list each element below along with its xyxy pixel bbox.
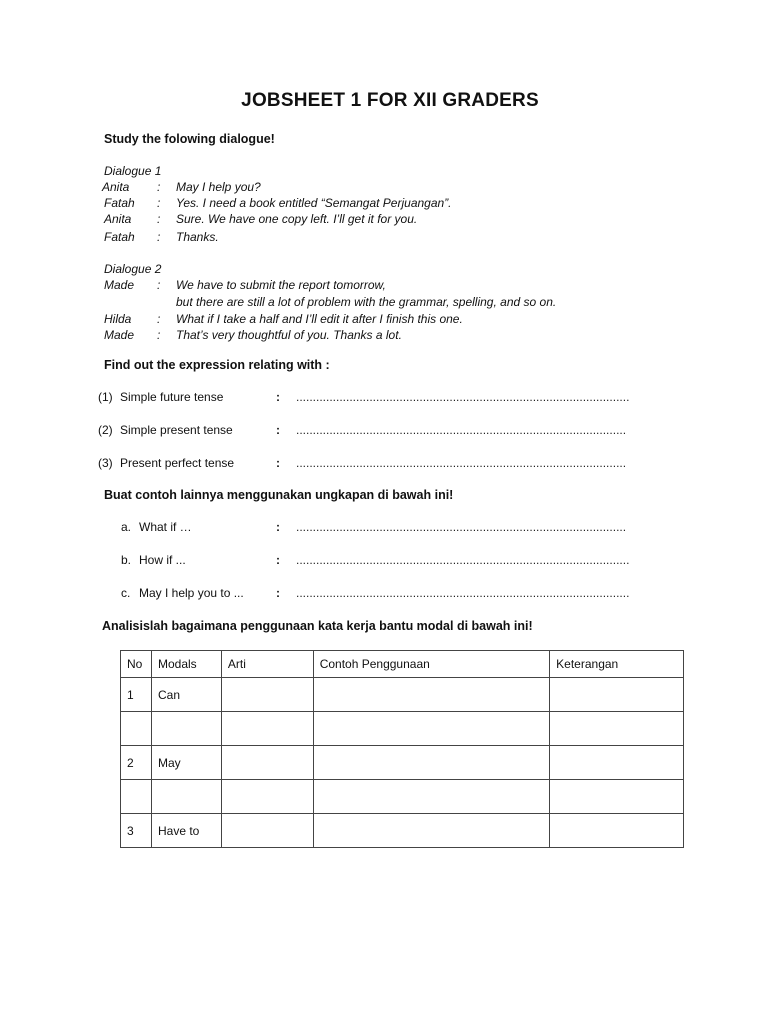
row5-contoh-cell[interactable] xyxy=(313,814,549,848)
row1-contoh-cell[interactable] xyxy=(313,678,549,712)
row2-contoh-cell[interactable] xyxy=(313,712,549,746)
dialogue1-line3-sep: : xyxy=(157,212,161,226)
modals-table xyxy=(120,650,684,848)
section3-item-b-sep: : xyxy=(276,553,280,567)
table-header-row xyxy=(121,651,684,678)
row4-keterangan-cell[interactable] xyxy=(550,780,684,814)
dialogue1-line4-speaker: Fatah xyxy=(104,230,135,244)
section2-item3-num: (3) xyxy=(98,456,113,470)
row2-arti-cell[interactable] xyxy=(221,712,313,746)
section3-heading: Buat contoh lainnya menggunakan ungkapan di bawah ini! xyxy=(104,488,454,502)
row5-modal: Have to xyxy=(151,814,221,848)
dialogue1-heading: Dialogue 1 xyxy=(104,164,162,178)
dialogue1-line1-text: May I help you? xyxy=(176,180,261,194)
dialogue1-line1-sep: : xyxy=(157,180,161,194)
dialogue2-line2-text: but there are still a lot of problem with the grammar, spelling, and so on. xyxy=(176,295,557,309)
dialogue2-line4-text: That’s very thoughtful of you. Thanks a lot. xyxy=(176,328,402,342)
section3-item-c-num: c. xyxy=(121,586,131,600)
row4-arti-cell[interactable] xyxy=(221,780,313,814)
dialogue2-line1-speaker: Made xyxy=(104,278,135,292)
row4-no xyxy=(121,780,152,814)
header-no: No xyxy=(121,651,152,678)
row5-no: 3 xyxy=(121,814,152,848)
header-keterangan: Keterangan xyxy=(550,651,684,678)
row4-modal xyxy=(151,780,221,814)
dialogue2-line1-sep: : xyxy=(157,278,161,292)
row3-contoh-cell[interactable] xyxy=(313,746,549,780)
dialogue1-line2-speaker: Fatah xyxy=(104,196,135,210)
header-modals: Modals xyxy=(151,651,221,678)
dialogue2-line1-text: We have to submit the report tomorrow, xyxy=(176,278,386,292)
dialogue1-line3-text: Sure. We have one copy left. I’ll get it for you. xyxy=(176,212,418,226)
section3-item-c-label: May I help you to ... xyxy=(139,586,244,600)
section3-item-a-answer-line[interactable]: ................................................................................................... xyxy=(296,520,627,534)
row3-modal: May xyxy=(151,746,221,780)
dialogue2-line4-sep: : xyxy=(157,328,161,342)
section2-item3-answer-line[interactable]: ................................................................................................... xyxy=(296,456,627,470)
dialogue2-line3-sep: : xyxy=(157,312,161,326)
table-row xyxy=(121,746,684,780)
row2-modal xyxy=(151,712,221,746)
dialogue2-line4-speaker: Made xyxy=(104,328,135,342)
row1-no: 1 xyxy=(121,678,152,712)
instruction-study-dialogue: Study the folowing dialogue! xyxy=(104,132,275,146)
table-row xyxy=(121,780,684,814)
table-row xyxy=(121,678,684,712)
row3-keterangan-cell[interactable] xyxy=(550,746,684,780)
dialogue1-line1-speaker: Anita xyxy=(102,180,130,194)
row2-keterangan-cell[interactable] xyxy=(550,712,684,746)
section2-item1-sep: : xyxy=(276,390,280,404)
section3-item-b-num: b. xyxy=(121,553,132,567)
header-arti: Arti xyxy=(221,651,313,678)
dialogue2-line3-speaker: Hilda xyxy=(104,312,132,326)
header-contoh-penggunaan: Contoh Penggunaan xyxy=(313,651,549,678)
row3-arti-cell[interactable] xyxy=(221,746,313,780)
section3-item-a-sep: : xyxy=(276,520,280,534)
section4-heading: Analisislah bagaimana penggunaan kata kerja bantu modal di bawah ini! xyxy=(102,619,533,633)
section2-item2-num: (2) xyxy=(98,423,113,437)
row5-arti-cell[interactable] xyxy=(221,814,313,848)
dialogue1-line4-sep: : xyxy=(157,230,161,244)
section3-item-c-answer-line[interactable]: .................................................................................................... xyxy=(296,586,630,600)
section2-item2-sep: : xyxy=(276,423,280,437)
row5-keterangan-cell[interactable] xyxy=(550,814,684,848)
table-row xyxy=(121,814,684,848)
table-row xyxy=(121,712,684,746)
section2-item3-label: Present perfect tense xyxy=(120,456,235,470)
section3-item-b-answer-line[interactable]: .................................................................................................... xyxy=(296,553,630,567)
row2-no xyxy=(121,712,152,746)
dialogue1-line2-sep: : xyxy=(157,196,161,210)
dialogue1-line2-text: Yes. I need a book entitled “Semangat Perjuangan”. xyxy=(176,196,452,210)
dialogue2-heading: Dialogue 2 xyxy=(104,262,162,276)
section3-item-c-sep: : xyxy=(276,586,280,600)
section2-heading: Find out the expression relating with : xyxy=(104,358,330,372)
section2-item3-sep: : xyxy=(276,456,280,470)
section2-item1-answer-line[interactable]: .................................................................................................... xyxy=(296,390,630,404)
row1-keterangan-cell[interactable] xyxy=(550,678,684,712)
row3-no: 2 xyxy=(121,746,152,780)
dialogue2-line3-text: What if I take a half and I’ll edit it after I finish this one. xyxy=(176,312,463,326)
section2-item2-answer-line[interactable]: ................................................................................................... xyxy=(296,423,627,437)
section3-item-a-label: What if … xyxy=(139,520,192,534)
section2-item2-label: Simple present tense xyxy=(120,423,233,437)
dialogue1-line3-speaker: Anita xyxy=(104,212,132,226)
row1-arti-cell[interactable] xyxy=(221,678,313,712)
page-title: JOBSHEET 1 FOR XII GRADERS xyxy=(241,90,539,111)
section3-item-a-num: a. xyxy=(121,520,132,534)
section3-item-b-label: How if ... xyxy=(139,553,186,567)
section2-item1-label: Simple future tense xyxy=(120,390,224,404)
row4-contoh-cell[interactable] xyxy=(313,780,549,814)
section2-item1-num: (1) xyxy=(98,390,113,404)
row1-modal: Can xyxy=(151,678,221,712)
dialogue1-line4-text: Thanks. xyxy=(176,230,219,244)
